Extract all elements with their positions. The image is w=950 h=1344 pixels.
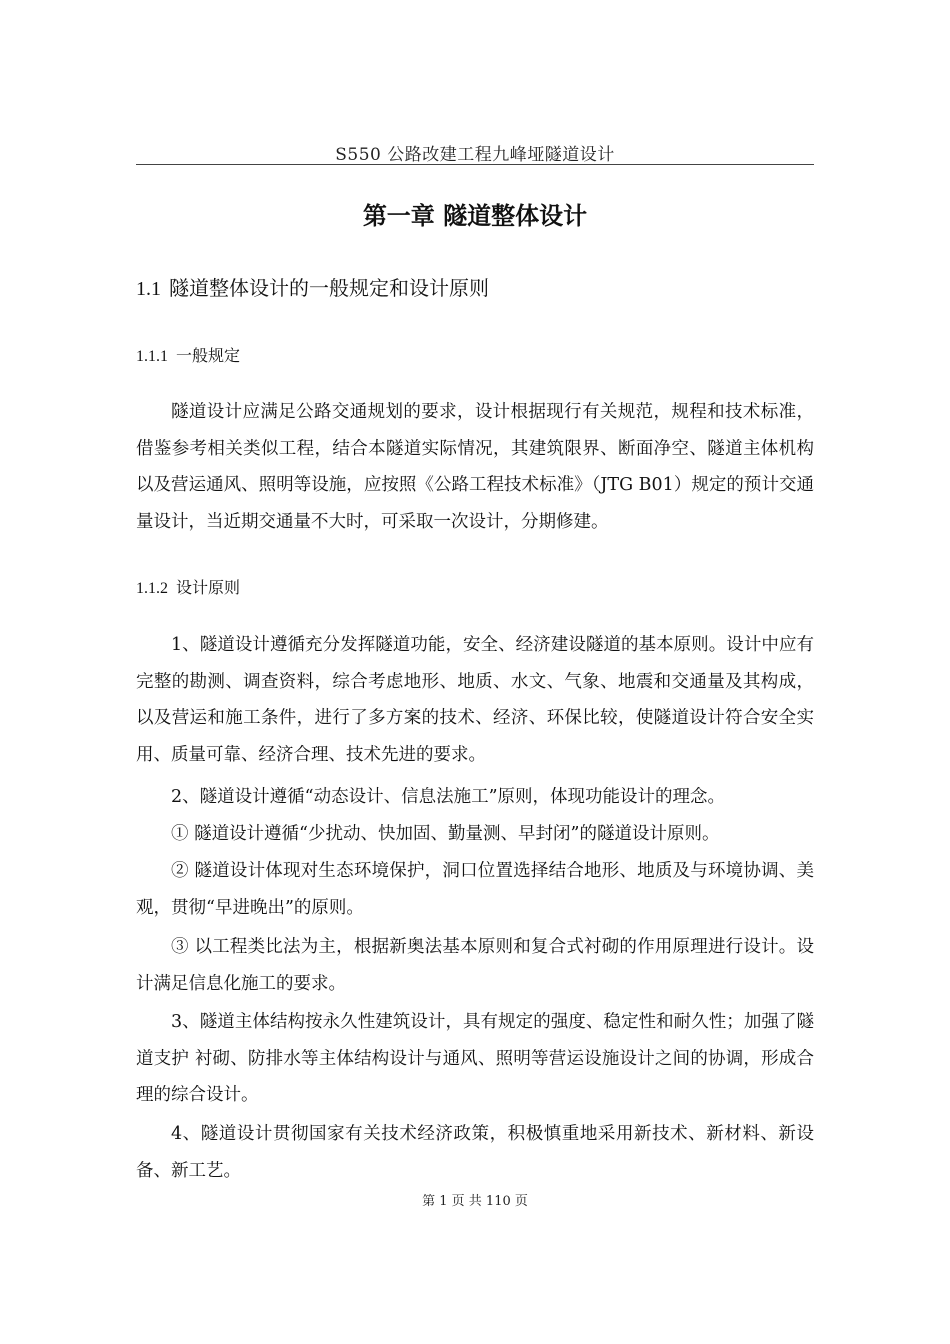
chapter-title: 第一章 隧道整体设计 (362, 202, 588, 230)
section-title: 一般规定 (176, 346, 241, 365)
paragraph-principle-2-1: ① 隧道设计遵循“少扰动、快加固、勤量测、早封闭”的隧道设计原则。 (171, 824, 720, 844)
section-number: 1.1 (136, 278, 161, 300)
paragraph-principle-3: 3、隧道主体结构按永久性建筑设计，具有规定的强度、稳定性和耐久性；加强了隧道支护 衬砌、防排水等主体结构设计与通风、照明等营运设施设计之间的协调，形成合理的综合设计。 (136, 1012, 814, 1105)
paragraph-principle-1: 1、隧道设计遵循充分发挥隧道功能，安全、经济建设隧道的基本原则。设计中应有完整的勘测、调查资料，综合考虑地形、地质、水文、气象、地震和交通量及其构成，以及营运和施工条件，进行了多方案的技术、经济、环保比较，使隧道设计符合安全实用、质量可靠、经济合理、技术先进的要求。 (136, 635, 814, 765)
section-number: 1.1.1 (136, 348, 168, 365)
section-heading-1-1-1 (136, 343, 240, 366)
paragraph-general-rules: 隧道设计应满足公路交通规划的要求，设计根据现行有关规范，规程和技术标准，借鉴参考相关类似工程，结合本隧道实际情况，其建筑限界、断面净空、隧道主体机构以及营运通风、照明等设施，应按照《公路工程技术标准》（JTG B01）规定的预计交通量设计，当近期交通量不大时，可采取一次设计，分期修建。 (136, 402, 814, 532)
paragraph-principle-2: 2、隧道设计遵循“动态设计、信息法施工”原则，体现功能设计的理念。 (171, 787, 726, 807)
section-heading-1-1-2 (136, 575, 240, 598)
paragraph-principle-2-3: ③ 以工程类比法为主，根据新奥法基本原则和复合式衬砌的作用原理进行设计。设计满足信息化施工的要求。 (136, 937, 814, 994)
header-divider (136, 164, 814, 165)
page-number-footer: 第 1 页 共 110 页 (422, 1194, 528, 1209)
running-header: S550 公路改建工程九峰垭隧道设计 (335, 145, 615, 165)
paragraph-principle-2-2: ② 隧道设计体现对生态环境保护，洞口位置选择结合地形、地质及与环境协调、美观，贯彻“早进晚出”的原则。 (136, 861, 814, 918)
section-title: 设计原则 (176, 578, 241, 597)
section-title: 隧道整体设计的一般规定和设计原则 (169, 276, 489, 300)
section-heading-1-1 (136, 272, 489, 301)
section-number: 1.1.2 (136, 580, 168, 597)
paragraph-principle-4: 4、隧道设计贯彻国家有关技术经济政策，积极慎重地采用新技术、新材料、新设备、新工艺。 (136, 1124, 814, 1181)
